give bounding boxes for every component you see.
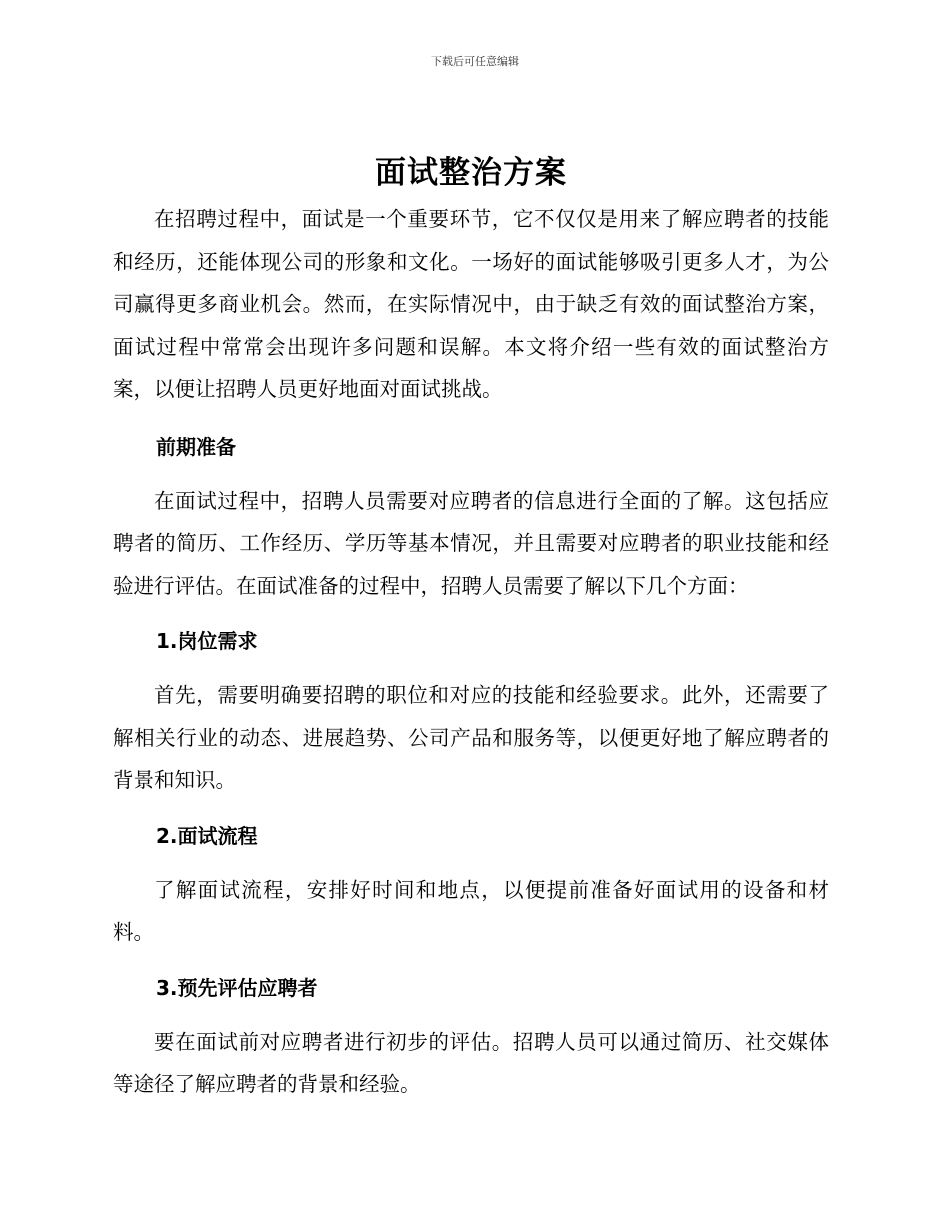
section-heading-job-requirements: 1.岗位需求 <box>156 629 258 653</box>
document-title: 面试整治方案 <box>375 155 567 191</box>
header-note: 下载后可任意编辑 <box>431 55 519 68</box>
section-heading-preparation: 前期准备 <box>156 434 236 459</box>
section-paragraph-interview-process: 了解面试流程，安排好时间和地点，以便提前准备好面试用的设备和材料。 <box>113 877 829 944</box>
section-paragraph-pre-assessment: 要在面试前对应聘者进行初步的评估。招聘人员可以通过简历、社交媒体等途径了解应聘者的背景和经验。 <box>113 1029 829 1096</box>
section-paragraph-preparation: 在面试过程中，招聘人员需要对应聘者的信息进行全面的了解。这包括应聘者的简历、工作经历、学历等基本情况，并且需要对应聘者的职业技能和经验进行评估。在面试准备的过程中，招聘人员需要了解以下几个方面： <box>113 488 829 598</box>
section-paragraph-job-requirements: 首先，需要明确要招聘的职位和对应的技能和经验要求。此外，还需要了解相关行业的动态、进展趋势、公司产品和服务等，以便更好地了解应聘者的背景和知识。 <box>113 683 829 792</box>
intro-paragraph: 在招聘过程中，面试是一个重要环节，它不仅仅是用来了解应聘者的技能和经历，还能体现公司的形象和文化。一场好的面试能够吸引更多人才，为公司赢得更多商业机会。然而，在实际情况中，由于缺乏有效的面试整治方案，面试过程中常常会出现许多问题和误解。本文将介绍一些有效的面试整治方案，以便让招聘人员更好地面对面试挑战。 <box>113 207 829 401</box>
document-body <box>113 150 829 1106</box>
section-heading-pre-assessment: 3.预先评估应聘者 <box>156 975 318 1000</box>
section-heading-interview-process: 2.面试流程 <box>156 823 258 848</box>
